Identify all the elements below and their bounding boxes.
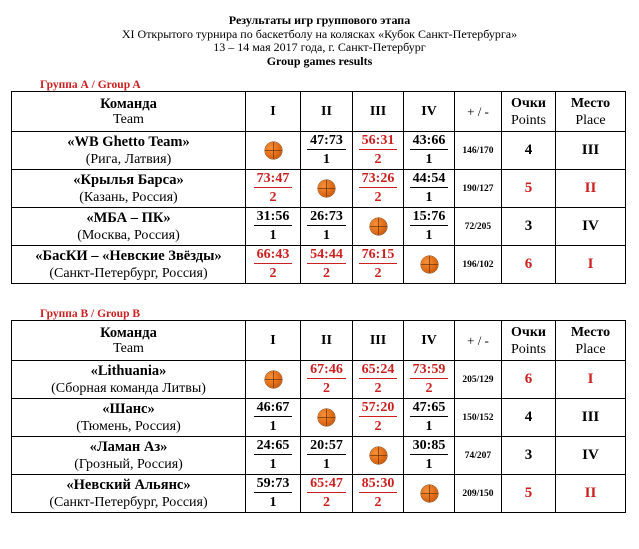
match-result [301,247,352,282]
total-points: 6 [502,361,556,399]
match-score: 66:43 [254,247,293,264]
team-place: IV [556,208,626,246]
tournament-dates: 13 – 14 мая 2017 года, г. Санкт-Петербург [213,40,426,54]
score-cell [301,399,353,437]
team-cell [12,399,246,437]
match-score: 30:85 [410,438,449,455]
match-score: 20:57 [307,438,346,455]
team-cell [12,246,246,284]
match-score: 26:73 [307,209,346,226]
score-cell [246,208,301,246]
team-city: (Грозный, Россия) [74,456,183,472]
group-a-table [11,91,626,284]
group-b-table [11,320,626,513]
match-score: 47:65 [410,400,449,417]
match-points: 2 [323,381,330,396]
team-city: (Москва, Россия) [77,227,180,243]
match-score: 67:46 [307,362,346,379]
match-points: 2 [425,381,433,396]
score-cell [246,399,301,437]
match-score: 24:65 [254,438,293,455]
match-result [404,438,454,473]
group-b-body [12,361,626,513]
match-points: 2 [323,266,330,281]
total-points: 5 [502,170,556,208]
team-place: IV [556,437,626,475]
score-cell [404,475,455,513]
team-cell [12,132,246,170]
match-score: 57:20 [359,400,398,417]
tournament-name: XI Открытого турнира по баскетболу на колясках «Кубок Санкт-Петербурга» [121,26,518,41]
team-place: I [556,246,626,284]
total-points: 6 [502,246,556,284]
match-points: 1 [269,228,277,243]
match-points: 2 [374,381,382,396]
team-name: «БасКИ – «Невские Звёзды» [35,247,222,264]
match-points: 2 [374,152,382,167]
match-result [246,400,300,435]
match-result [404,362,454,397]
team-name: «Ламан Аз» [89,438,168,455]
match-points: 1 [269,457,277,472]
match-points: 1 [425,152,433,167]
points-column-header: Очки Points [502,92,556,132]
score-cell [301,208,353,246]
page-title: Результаты игр группового этапа [228,13,411,27]
basketball-icon [318,409,335,426]
team-name: «Крылья Барса» [73,171,184,188]
score-cell [404,132,455,170]
match-score: 73:59 [410,362,449,379]
match-score: 85:30 [359,476,398,493]
table-row [12,170,626,208]
score-cell [246,132,301,170]
match-points: 1 [425,457,433,472]
score-cell [246,170,301,208]
match-points: 2 [374,190,382,205]
match-score: 76:15 [359,247,398,264]
score-diff: 205/129 [455,361,502,399]
score-diff: 146/170 [455,132,502,170]
match-result [353,400,403,435]
match-score: 73:26 [359,171,398,188]
match-result [353,247,403,282]
score-cell [301,361,353,399]
match-score: 15:76 [410,209,449,226]
score-diff: 190/127 [455,170,502,208]
page-header [0,14,639,68]
page-subtitle: Group games results [266,53,373,68]
team-place: III [556,399,626,437]
column-header-2: II [301,321,353,361]
score-cell [353,399,404,437]
score-cell [246,246,301,284]
score-cell [246,475,301,513]
match-points: 1 [269,419,277,434]
score-cell [353,246,404,284]
team-name: «WB Ghetto Team» [67,133,190,150]
team-place: II [556,475,626,513]
place-column-header: Место Place [556,92,626,132]
match-result [301,476,352,511]
column-header-3: III [353,92,404,132]
score-cell [404,437,455,475]
column-header-1: I [246,321,301,361]
team-cell [12,170,246,208]
match-points: 2 [269,190,277,205]
score-diff: 150/152 [455,399,502,437]
column-header-2: II [301,92,353,132]
table-row [12,399,626,437]
match-points: 1 [323,228,330,243]
team-name: «Lithuania» [90,362,167,379]
match-points: 1 [323,457,330,472]
team-cell [12,361,246,399]
team-cell [12,208,246,246]
score-cell [301,132,353,170]
total-points: 3 [502,437,556,475]
group-b-label: Группа В / Group B [40,308,141,320]
match-result [246,171,300,206]
score-diff: 74/207 [455,437,502,475]
team-place: I [556,361,626,399]
column-header-3: III [353,321,404,361]
score-cell [301,170,353,208]
table-header-row [12,321,626,361]
match-points: 2 [374,495,382,510]
match-result [353,133,403,168]
basketball-icon [370,218,387,235]
match-score: 44:54 [410,171,449,188]
score-cell [353,475,404,513]
place-column-header: Место Place [556,321,626,361]
total-points: 4 [502,399,556,437]
score-diff: 72/205 [455,208,502,246]
match-points: 1 [425,228,433,243]
column-header-1: I [246,92,301,132]
match-result [353,171,403,206]
score-cell [404,399,455,437]
match-score: 56:31 [359,133,398,150]
team-name: «Невский Альянс» [66,476,191,493]
match-score: 59:73 [254,476,293,493]
total-points: 5 [502,475,556,513]
match-score: 47:73 [307,133,346,150]
match-result [404,209,454,244]
table-header-row [12,92,626,132]
score-cell [353,437,404,475]
total-points: 4 [502,132,556,170]
team-place: III [556,132,626,170]
match-score: 43:66 [410,133,449,150]
team-cell [12,475,246,513]
match-result [404,133,454,168]
match-score: 46:67 [254,400,293,417]
match-points: 2 [374,419,382,434]
match-result [301,438,352,473]
match-result [246,209,300,244]
match-score: 65:24 [359,362,398,379]
team-name: «МБА – ПК» [86,209,171,226]
team-column-header: Команда Team [12,321,246,361]
total-points: 3 [502,208,556,246]
basketball-icon [318,180,335,197]
team-city: (Санкт-Петербург, Россия) [49,494,208,510]
basketball-icon [265,142,282,159]
score-cell [353,361,404,399]
score-cell [404,208,455,246]
team-place: II [556,170,626,208]
score-cell [353,132,404,170]
match-score: 65:47 [307,476,346,493]
team-cell [12,437,246,475]
match-result [246,438,300,473]
points-column-header: Очки Points [502,321,556,361]
score-cell [353,170,404,208]
score-cell [246,437,301,475]
match-result [301,133,352,168]
score-cell [404,170,455,208]
score-cell [404,361,455,399]
team-city: (Тюмень, Россия) [76,418,181,434]
score-diff: 196/102 [455,246,502,284]
match-points: 1 [425,419,433,434]
table-row [12,437,626,475]
match-result [301,209,352,244]
column-header-4: IV [404,92,455,132]
score-cell [353,208,404,246]
group-a-label: Группа А / Group A [40,79,141,91]
table-row [12,361,626,399]
match-result [404,400,454,435]
team-city: (Казань, Россия) [79,189,178,205]
basketball-icon [421,485,438,502]
team-name: «Шанс» [102,400,155,417]
match-points: 2 [374,266,382,281]
basketball-icon [265,371,282,388]
table-row [12,246,626,284]
match-score: 54:44 [307,247,346,264]
basketball-icon [421,256,438,273]
match-result [404,171,454,206]
match-points: 1 [425,190,433,205]
score-cell [301,475,353,513]
table-row [12,475,626,513]
table-row [12,208,626,246]
match-result [353,476,403,511]
team-city: (Сборная команда Литвы) [51,380,206,396]
score-cell [301,246,353,284]
score-cell [404,246,455,284]
team-column-header: Команда Team [12,92,246,132]
match-score: 31:56 [254,209,293,226]
match-points: 2 [269,266,277,281]
match-result [301,362,352,397]
match-result [246,247,300,282]
group-a-body [12,132,626,284]
match-result [246,476,300,511]
column-header-4: IV [404,321,455,361]
match-score: 73:47 [254,171,293,188]
team-city: (Санкт-Петербург, Россия) [49,265,208,281]
match-points: 2 [323,495,330,510]
score-cell [301,437,353,475]
match-points: 1 [323,152,330,167]
match-points: 1 [269,495,277,510]
score-cell [246,361,301,399]
basketball-icon [370,447,387,464]
score-diff: 209/150 [455,475,502,513]
diff-column-header: + / - [455,321,502,361]
diff-column-header: + / - [455,92,502,132]
table-row [12,132,626,170]
team-city: (Рига, Латвия) [85,151,172,167]
match-result [353,362,403,397]
